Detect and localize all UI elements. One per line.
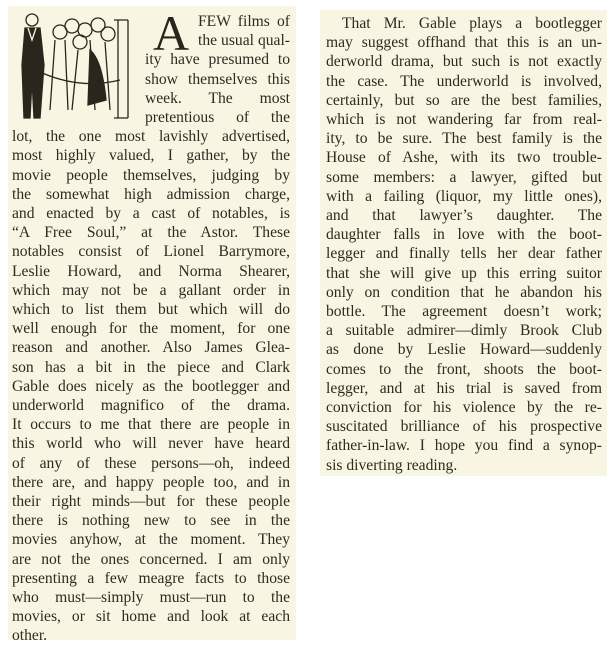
text-line: House of Ashe, with its two trouble- [326, 149, 602, 167]
text-line: bottle. The agreement doesn’t work; [326, 303, 602, 320]
text-line: movie people themselves, judging by [12, 166, 290, 184]
text-line: only on condition that he abandon his [326, 283, 602, 301]
text-line: certainly, but so are the best families, [326, 91, 602, 109]
text-line: well enough for the moment, for one [12, 320, 290, 338]
text-line: sis diverting reading. [326, 456, 458, 474]
text-line: of any of these persons—oh, indeed [12, 454, 290, 472]
text-line: reason and another. Also James Glea- [12, 339, 290, 357]
text-line: a suitable admirer—dimly Brook Club [326, 322, 602, 340]
text-line: “A Free Soul,” at the Astor. These [12, 224, 290, 242]
right-column [320, 10, 607, 476]
text-line: are not the ones concerned. I am only [12, 550, 290, 568]
text-line: It occurs to me that there are people in [12, 416, 290, 434]
text-line: that she will give up this erring suitor [326, 264, 602, 282]
text-line: the case. The underworld is involved, [326, 72, 602, 90]
text-line: which is not wandering far from real- [326, 111, 602, 128]
text-line: notables consist of Lionel Barrymore, [12, 243, 290, 261]
text-line: there is nothing new to see in the [12, 512, 290, 530]
text-line: there are, and happy people too, and in [12, 473, 290, 491]
text-line: which to list them but which will do [12, 301, 290, 318]
text-line: who must—simply must—run to the [12, 589, 290, 606]
text-line: the usual qual- [198, 32, 290, 50]
text-line: comes to the front, shoots the boot- [326, 360, 602, 378]
text-line: son has a bit in the piece and Clark [12, 358, 290, 376]
text-line: Gable does nicely as the bootlegger and [12, 377, 290, 395]
text-line: derworld drama, but such is not exactly [326, 53, 602, 71]
text-line: the somewhat high admission charge, [12, 185, 290, 203]
text-line: week. The most [145, 89, 290, 107]
text-line: may suggest offhand that this is an un- [326, 34, 602, 52]
text-line: which may not be a gallant order in [12, 281, 290, 299]
text-line: conviction for his violence by the re- [326, 399, 602, 416]
text-line: FEW films of [198, 13, 290, 30]
text-line: movies, or sit home and look at each [12, 608, 290, 626]
text-line: show themselves this [145, 70, 290, 88]
text-line: this world who will never have heard [12, 435, 290, 453]
text-line: underworld magnifico of the drama. [12, 397, 290, 414]
text-line: their right minds—but for these people [12, 493, 290, 510]
text-line: Leslie Howard, and Norma Shearer, [12, 262, 290, 280]
text-line: movies anyhow, at the moment. They [12, 531, 290, 549]
text-line: and enacted by a cast of notables, is [12, 205, 290, 222]
text-line: ity have presumed to [145, 51, 290, 69]
text-line: some members: a lawyer, gifted but [326, 168, 602, 186]
text-line: and that lawyer’s daughter. The [326, 207, 602, 224]
text-line: daughter falls in love with the boot- [326, 226, 602, 244]
text-line: lot, the one most lavishly advertised, [12, 128, 290, 146]
text-line: legger, and at his trial is saved from [326, 379, 602, 397]
text-line: presenting a few meagre facts to those [12, 569, 290, 587]
left-column [8, 5, 296, 645]
text-line: as done by Leslie Howard—suddenly [326, 341, 602, 359]
text-line: pretentious of the [145, 109, 290, 126]
text-line: suscitated brilliance of his prospective [326, 418, 602, 436]
text-line: other. [12, 627, 48, 645]
text-line: That Mr. Gable plays a bootlegger [342, 15, 602, 32]
text-line: father-in-law. I hope you find a synop- [326, 437, 602, 455]
drop-cap: A [153, 5, 190, 61]
text-line: legger and finally tells her dear father [326, 245, 602, 263]
doorman-and-crowd-illustration [10, 10, 140, 122]
text-line: most highly valued, I gather, by the [12, 147, 290, 165]
text-line: with a failing (liquor, my little ones), [326, 187, 602, 205]
text-line: ity, to be sure. The best family is the [326, 130, 602, 148]
